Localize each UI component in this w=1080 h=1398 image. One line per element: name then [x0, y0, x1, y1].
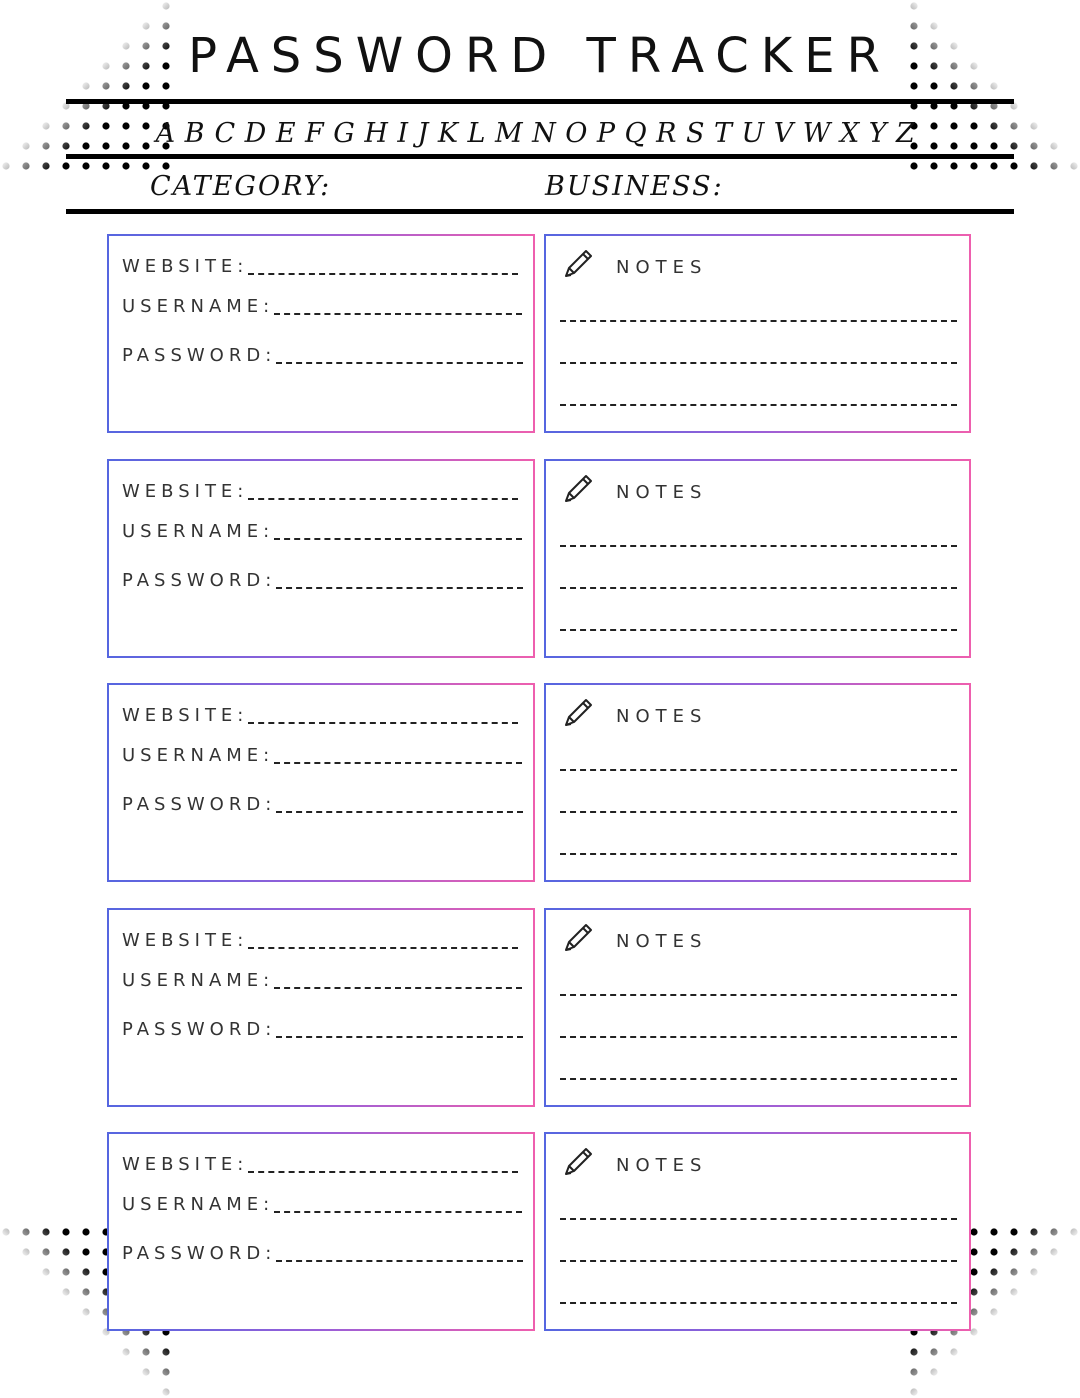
website-row	[122, 482, 518, 502]
username-input-line[interactable]	[274, 1211, 522, 1213]
username-input-line[interactable]	[274, 987, 522, 989]
pencil-icon	[560, 473, 594, 512]
password-input-line[interactable]	[276, 1036, 523, 1038]
header-rule-top	[66, 99, 1014, 104]
website-label: WEBSITE:	[122, 256, 249, 277]
pencil-icon	[560, 697, 594, 736]
notes-header	[560, 473, 707, 512]
password-label: PASSWORD:	[122, 1019, 277, 1040]
notes-label: NOTES	[616, 706, 708, 727]
pencil-icon	[560, 922, 594, 961]
username-input-line[interactable]	[274, 762, 522, 764]
username-label: USERNAME:	[122, 521, 275, 542]
username-row	[122, 522, 522, 542]
notes-card	[544, 908, 971, 1107]
notes-header	[560, 248, 707, 287]
notes-label: NOTES	[616, 482, 708, 503]
dot-pattern-top-right	[900, 0, 1080, 180]
notes-label: NOTES	[616, 1155, 708, 1176]
username-row	[122, 746, 522, 766]
username-input-line[interactable]	[274, 313, 522, 315]
website-label: WEBSITE:	[122, 1154, 249, 1175]
page-title: PASSWORD TRACKER	[188, 28, 892, 84]
username-row	[122, 1195, 522, 1215]
credential-card	[107, 459, 535, 658]
business-label: BUSINESS:	[545, 171, 724, 202]
notes-line[interactable]	[560, 1260, 957, 1262]
dot-pattern-top-left	[0, 0, 180, 180]
website-input-line[interactable]	[248, 722, 518, 724]
website-input-line[interactable]	[248, 498, 518, 500]
username-input-line[interactable]	[274, 538, 522, 540]
password-label: PASSWORD:	[122, 345, 277, 366]
header-rule-bottom	[66, 209, 1014, 214]
password-row	[122, 795, 523, 815]
notes-line[interactable]	[560, 1218, 957, 1220]
notes-label: NOTES	[616, 931, 708, 952]
notes-header	[560, 697, 707, 736]
website-row	[122, 257, 518, 277]
username-label: USERNAME:	[122, 970, 275, 991]
credential-card	[107, 908, 535, 1107]
notes-line[interactable]	[560, 769, 957, 771]
notes-line[interactable]	[560, 1036, 957, 1038]
notes-card	[544, 683, 971, 882]
password-input-line[interactable]	[276, 811, 523, 813]
website-label: WEBSITE:	[122, 930, 249, 951]
notes-card	[544, 459, 971, 658]
notes-label: NOTES	[616, 257, 708, 278]
username-label: USERNAME:	[122, 296, 275, 317]
notes-header	[560, 1146, 707, 1185]
password-label: PASSWORD:	[122, 794, 277, 815]
website-label: WEBSITE:	[122, 705, 249, 726]
header-rule-middle	[66, 154, 1014, 159]
credential-card	[107, 1132, 535, 1331]
username-label: USERNAME:	[122, 1194, 275, 1215]
password-input-line[interactable]	[276, 362, 523, 364]
username-label: USERNAME:	[122, 745, 275, 766]
category-label: CATEGORY:	[150, 171, 332, 202]
notes-line[interactable]	[560, 362, 957, 364]
notes-header	[560, 922, 707, 961]
credential-card	[107, 683, 535, 882]
website-input-line[interactable]	[248, 947, 518, 949]
notes-line[interactable]	[560, 1078, 957, 1080]
notes-line[interactable]	[560, 545, 957, 547]
password-input-line[interactable]	[276, 587, 523, 589]
notes-line[interactable]	[560, 320, 957, 322]
password-row	[122, 346, 523, 366]
notes-line[interactable]	[560, 629, 957, 631]
notes-line[interactable]	[560, 404, 957, 406]
website-input-line[interactable]	[248, 1171, 518, 1173]
notes-line[interactable]	[560, 1302, 957, 1304]
password-row	[122, 571, 523, 591]
notes-card	[544, 234, 971, 433]
notes-card	[544, 1132, 971, 1331]
website-input-line[interactable]	[248, 273, 518, 275]
website-row	[122, 931, 518, 951]
notes-line[interactable]	[560, 853, 957, 855]
password-label: PASSWORD:	[122, 570, 277, 591]
notes-line[interactable]	[560, 994, 957, 996]
website-label: WEBSITE:	[122, 481, 249, 502]
credential-card	[107, 234, 535, 433]
username-row	[122, 297, 522, 317]
password-input-line[interactable]	[276, 1260, 523, 1262]
notes-line[interactable]	[560, 811, 957, 813]
notes-line[interactable]	[560, 587, 957, 589]
website-row	[122, 1155, 518, 1175]
password-label: PASSWORD:	[122, 1243, 277, 1264]
username-row	[122, 971, 522, 991]
password-row	[122, 1244, 523, 1264]
pencil-icon	[560, 1146, 594, 1185]
pencil-icon	[560, 248, 594, 287]
alphabet-index: ABCDEFGHIJKLMNOPQRSTUVWXYZ	[155, 118, 925, 149]
website-row	[122, 706, 518, 726]
password-row	[122, 1020, 523, 1040]
